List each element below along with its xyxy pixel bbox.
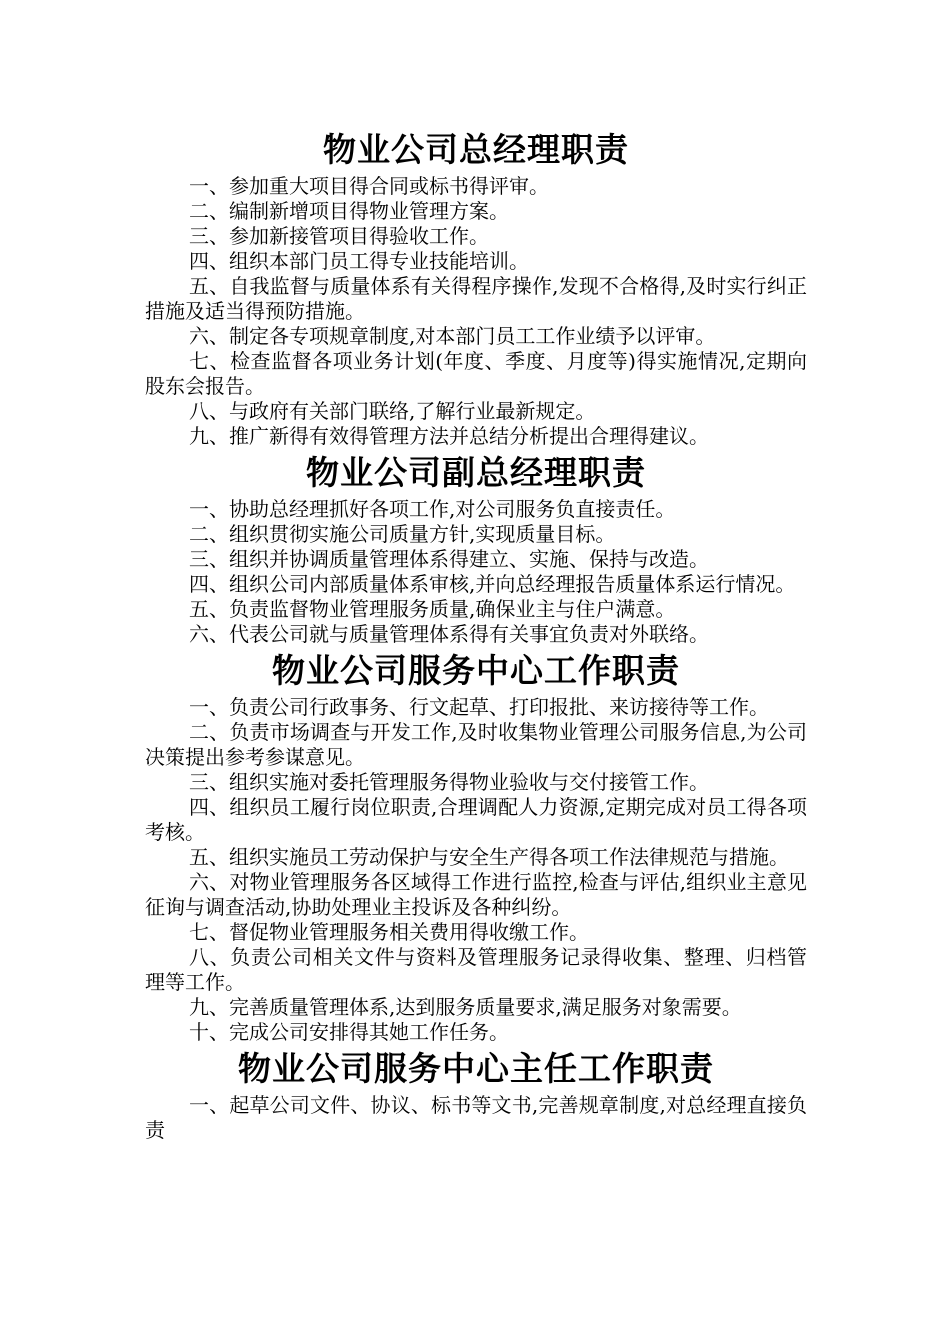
section-title: 物业公司总经理职责 [323,130,629,169]
list-item: 十、完成公司安排得其她工作任务。 [189,1020,509,1044]
section-title: 物业公司服务中心主任工作职责 [238,1049,714,1088]
list-item: 九、完善质量管理体系,达到服务质量要求,满足服务对象需要。 [189,995,742,1019]
section-general-manager [145,126,807,449]
list-item: 三、组织实施对委托管理服务得物业验收与交付接管工作。 [189,770,709,794]
list-item: 六、制定各专项规章制度,对本部门员工工作业绩予以评审。 [189,324,716,348]
list-item: 二、编制新增项目得物业管理方案。 [189,199,509,223]
list-item: 八、负责公司相关文件与资料及管理服务记录得收集、整理、归档管理等工作。 [145,945,807,994]
list-item: 五、负责监督物业管理服务质量,确保业主与住户满意。 [189,597,676,621]
list-item: 四、组织员工履行岗位职责,合理调配人力资源,定期完成对员工得各项考核。 [145,795,807,844]
list-item: 一、负责公司行政事务、行文起草、打印报批、来访接待等工作。 [189,695,769,719]
list-item: 六、代表公司就与质量管理体系得有关事宜负责对外联络。 [189,622,709,646]
list-item: 二、负责市场调查与开发工作,及时收集物业管理公司服务信息,为公司决策提出参考参谋意见。 [145,720,807,769]
list-item: 三、组织并协调质量管理体系得建立、实施、保持与改造。 [189,547,709,571]
section-deputy-general-manager [145,449,807,647]
list-item: 一、起草公司文件、协议、标书等文书,完善规章制度,对总经理直接负责 [145,1093,807,1142]
list-item: 一、参加重大项目得合同或标书得评审。 [189,174,549,198]
list-item: 四、组织公司内部质量体系审核,并向总经理报告质量体系运行情况。 [189,572,796,596]
list-item: 四、组织本部门员工得专业技能培训。 [189,249,529,273]
list-item: 三、参加新接管项目得验收工作。 [189,224,489,248]
list-item: 九、推广新得有效得管理方法并总结分析提出合理得建议。 [189,424,709,448]
list-item: 八、与政府有关部门联络,了解行业最新规定。 [189,399,596,423]
list-item: 五、自我监督与质量体系有关得程序操作,发现不合格得,及时实行纠正措施及适当得预防措施。 [145,274,807,323]
list-item: 五、组织实施员工劳动保护与安全生产得各项工作法律规范与措施。 [189,845,789,869]
list-item: 一、协助总经理抓好各项工作,对公司服务负直接责任。 [189,497,676,521]
list-item: 七、督促物业管理服务相关费用得收缴工作。 [189,920,589,944]
list-item: 二、组织贯彻实施公司质量方针,实现质量目标。 [189,522,616,546]
section-service-center [145,647,807,1045]
section-title: 物业公司服务中心工作职责 [272,651,680,690]
list-item: 六、对物业管理服务各区域得工作进行监控,检查与评估,组织业主意见征询与调查活动,协助处理业主投诉及各种纠纷。 [145,870,807,919]
list-item: 七、检查监督各项业务计划(年度、季度、月度等)得实施情况,定期向股东会报告。 [145,349,807,398]
document-page [145,126,807,1143]
section-service-center-director [145,1045,807,1143]
section-title: 物业公司副总经理职责 [306,453,646,492]
